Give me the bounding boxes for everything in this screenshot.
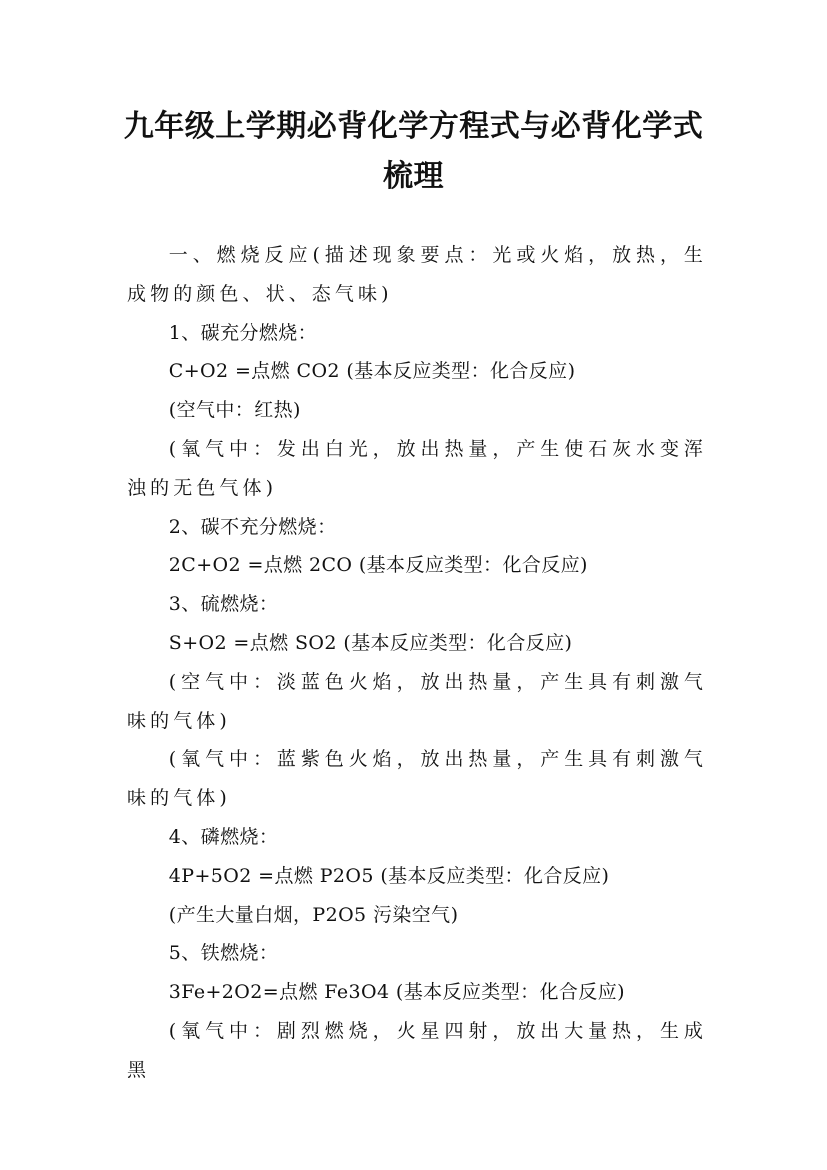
chemical-equation: S+O2 =点燃 SO2 (基本反应类型：化合反应) bbox=[168, 631, 573, 654]
item-heading: 3、硫燃烧： bbox=[168, 593, 279, 616]
observation-note: (空气中：淡蓝色火焰，放出热量，产生具有刺激气味的气体) bbox=[127, 670, 707, 732]
section-heading-combustion: 一、燃烧反应(描述现象要点：光或火焰，放热，生成物的颜色、状、态气味) bbox=[127, 244, 707, 305]
chemical-equation: 4P+5O2 =点燃 P2O5 (基本反应类型：化合反应) bbox=[168, 864, 610, 887]
chemical-equation: 3Fe+2O2=点燃 Fe3O4 (基本反应类型：化合反应) bbox=[168, 981, 625, 1004]
observation-note: (氧气中：蓝紫色火焰，放出热量，产生具有刺激气味的气体) bbox=[127, 748, 707, 810]
observation-note: (产生大量白烟，P2O5 污染空气) bbox=[168, 903, 459, 926]
observation-note: (氧气中：剧烈燃烧，火星四射，放出大量热，生成黑 bbox=[127, 1019, 707, 1081]
chemical-equation: 2C+O2 =点燃 2CO (基本反应类型：化合反应) bbox=[168, 554, 588, 577]
item-heading: 4、磷燃烧： bbox=[168, 825, 279, 848]
chemical-equation: C+O2 =点燃 CO2 (基本反应类型：化合反应) bbox=[168, 360, 576, 383]
document-title: 九年级上学期必背化学方程式与必背化学式梳理 bbox=[123, 109, 704, 194]
document-body bbox=[127, 236, 707, 1090]
item-heading: 5、铁燃烧： bbox=[168, 942, 279, 965]
observation-note: (氧气中：发出白光，放出热量，产生使石灰水变浑浊的无色气体) bbox=[127, 437, 707, 499]
item-heading: 2、碳不充分燃烧： bbox=[168, 515, 337, 538]
observation-note: (空气中：红热) bbox=[168, 399, 301, 422]
item-heading: 1、碳充分燃烧： bbox=[168, 321, 318, 344]
